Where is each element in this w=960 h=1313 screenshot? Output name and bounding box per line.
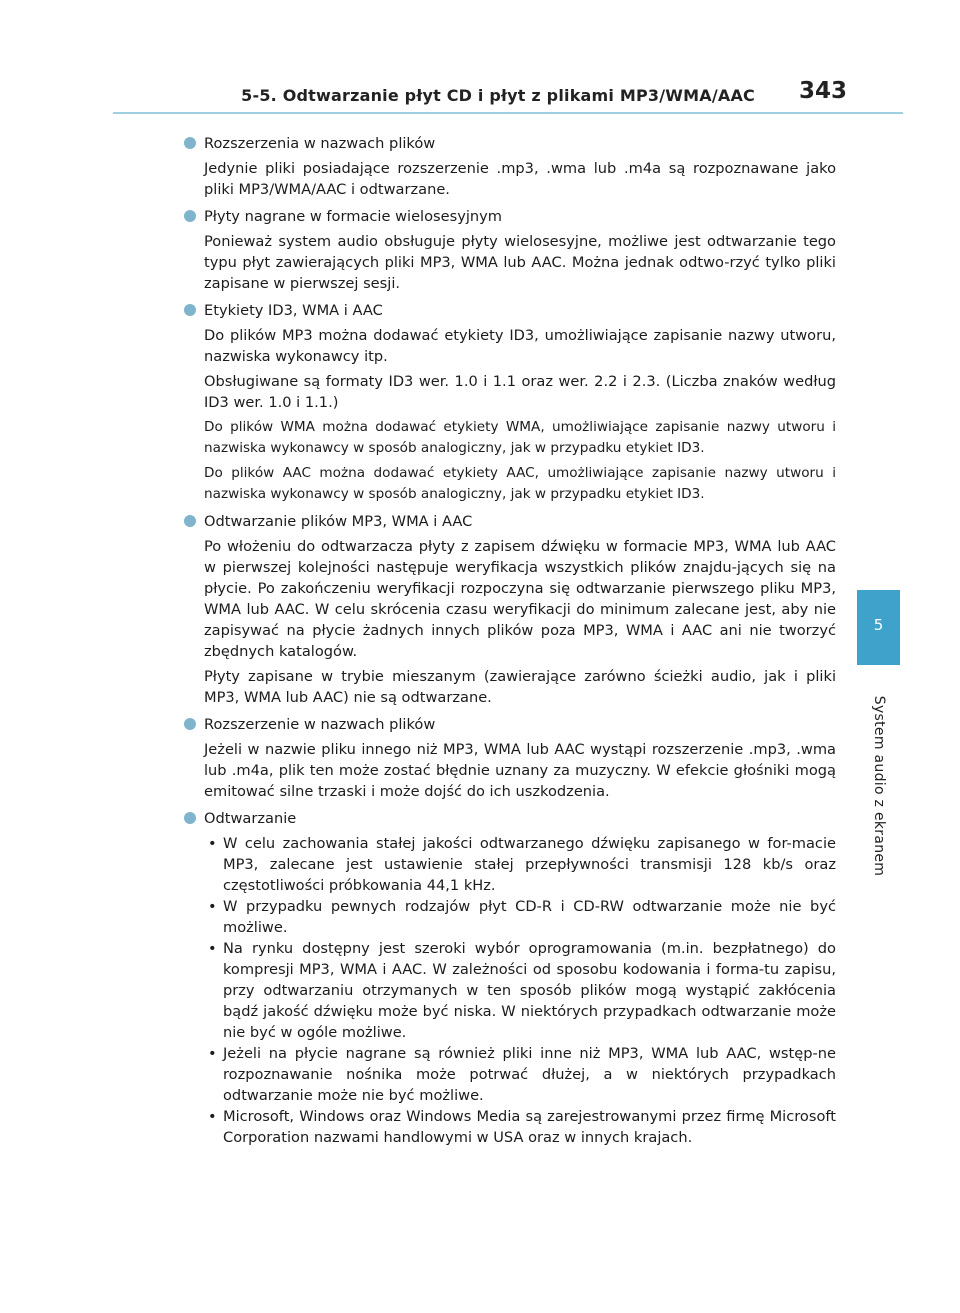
paragraph: Do plików AAC można dodawać etykiety AAC, umożliwiające zapisanie nazwy utworu i nazwiska wykonawcy w sposób analogiczny, jak w przypadku etykiet ID3. (204, 465, 836, 502)
header-divider (113, 112, 903, 114)
circle-bullet-icon (184, 515, 196, 527)
paragraph: Do plików MP3 można dodawać etykiety ID3, umożliwiające zapisanie nazwy utworu, nazwiska wykonawcy itp. (204, 327, 836, 365)
paragraph: Obsługiwane są formaty ID3 wer. 1.0 i 1.1 oraz wer. 2.2 i 2.3. (Liczba znaków według ID3 wer. 1.0 i 1.1.) (204, 373, 836, 411)
section-heading: Odtwarzanie (204, 810, 297, 827)
bullet-list (204, 833, 836, 1148)
circle-bullet-icon (184, 137, 196, 149)
section-heading: Rozszerzenia w nazwach plików (204, 135, 436, 152)
section-heading: Etykiety ID3, WMA i AAC (204, 302, 383, 319)
circle-bullet-icon (184, 304, 196, 316)
paragraph: Po włożeniu do odtwarzacza płyty z zapisem dźwięku w formacie MP3, WMA lub AAC w pierwszej kolejności następuje weryfikacja wszystkich plików znajdu-jących się na płycie. Po zakończeniu weryfikacji rozpoczyna się odtwarzanie pierwszego pliku MP3, WMA lub AAC. W celu skrócenia czasu weryfikacji do minimum zalecane jest, aby nie zapisywać na płycie żadnych innych plików poza MP3, WMA i AAC ani nie tworzyć zbędnych katalogów. (204, 538, 836, 660)
paragraph: Ponieważ system audio obsługuje płyty wielosesyjne, możliwe jest odtwarzanie tego typu płyt zawierających pliki MP3, WMA lub AAC. Można jednak odtwo-rzyć tylko pliki zapisane w pierwszej sesji. (204, 233, 836, 292)
section-extension-warning (184, 714, 836, 802)
list-item: • W przypadku pewnych rodzajów płyt CD-R i CD-RW odtwarzanie może nie być możliwe. (204, 896, 836, 938)
section-playback-files (184, 511, 836, 708)
circle-bullet-icon (184, 718, 196, 730)
list-item: • W celu zachowania stałej jakości odtwarzanego dźwięku zapisanego w for-macie MP3, zalecane jest ustawienie stałej przepływności transmisji 128 kb/s oraz częstotliwości próbkowania 44,1 kHz. (204, 833, 836, 896)
section-title: 5-5. Odtwarzanie płyt CD i płyt z plikami MP3/WMA/AAC (241, 86, 755, 105)
paragraph: Do plików WMA można dodawać etykiety WMA, umożliwiające zapisanie nazwy utworu i nazwiska wykonawcy w sposób analogiczny, jak w przypadku etykiet ID3. (204, 419, 836, 456)
chapter-number: 5 (873, 616, 884, 634)
section-tags (184, 300, 836, 505)
chapter-label: System audio z ekranem (871, 695, 887, 877)
list-item: • Na rynku dostępny jest szeroki wybór oprogramowania (m.in. bezpłatnego) do kompresji MP3, WMA i AAC. W zależności od sposobu kodowania i forma-tu zapisu, przy odtwarzaniu otrzymanych w ten sposób plików mogą wystąpić zakłócenia bądź jakość dźwięku może być niska. W niektórych przypadkach odtwarzanie może nie być w ogóle możliwe. (204, 938, 836, 1043)
page-content (184, 133, 836, 1148)
section-multisession (184, 206, 836, 294)
chapter-tab (857, 590, 900, 665)
section-heading: Odtwarzanie plików MP3, WMA i AAC (204, 513, 473, 530)
section-playback (184, 808, 836, 1148)
circle-bullet-icon (184, 210, 196, 222)
section-heading: Płyty nagrane w formacie wielosesyjnym (204, 208, 503, 225)
list-item: • Microsoft, Windows oraz Windows Media są zarejestrowanymi przez firmę Microsoft Corporation nazwami handlowymi w USA oraz w innych krajach. (204, 1106, 836, 1148)
paragraph: Jeżeli w nazwie pliku innego niż MP3, WMA lub AAC wystąpi rozszerzenie .mp3, .wma lub .m4a, plik ten może zostać błędnie uznany za muzyczny. W efekcie głośniki mogą emitować silne trzaski i może dojść do ich uszkodzenia. (204, 741, 836, 800)
page-number: 343 (798, 78, 847, 104)
section-file-extensions (184, 133, 836, 200)
circle-bullet-icon (184, 812, 196, 824)
paragraph: Płyty zapisane w trybie mieszanym (zawierające zarówno ścieżki audio, jak i pliki MP3, WMA lub AAC) nie są odtwarzane. (204, 668, 836, 706)
list-item: • Jeżeli na płycie nagrane są również pliki inne niż MP3, WMA lub AAC, wstęp-ne rozpoznawanie nośnika może potrwać dłużej, a w niektórych przypadkach odtwarzanie może nie być możliwe. (204, 1043, 836, 1106)
paragraph: Jedynie pliki posiadające rozszerzenie .mp3, .wma lub .m4a są rozpoznawane jako pliki MP3/WMA/AAC i odtwarzane. (204, 160, 836, 198)
page-header (0, 72, 960, 112)
section-heading: Rozszerzenie w nazwach plików (204, 716, 436, 733)
